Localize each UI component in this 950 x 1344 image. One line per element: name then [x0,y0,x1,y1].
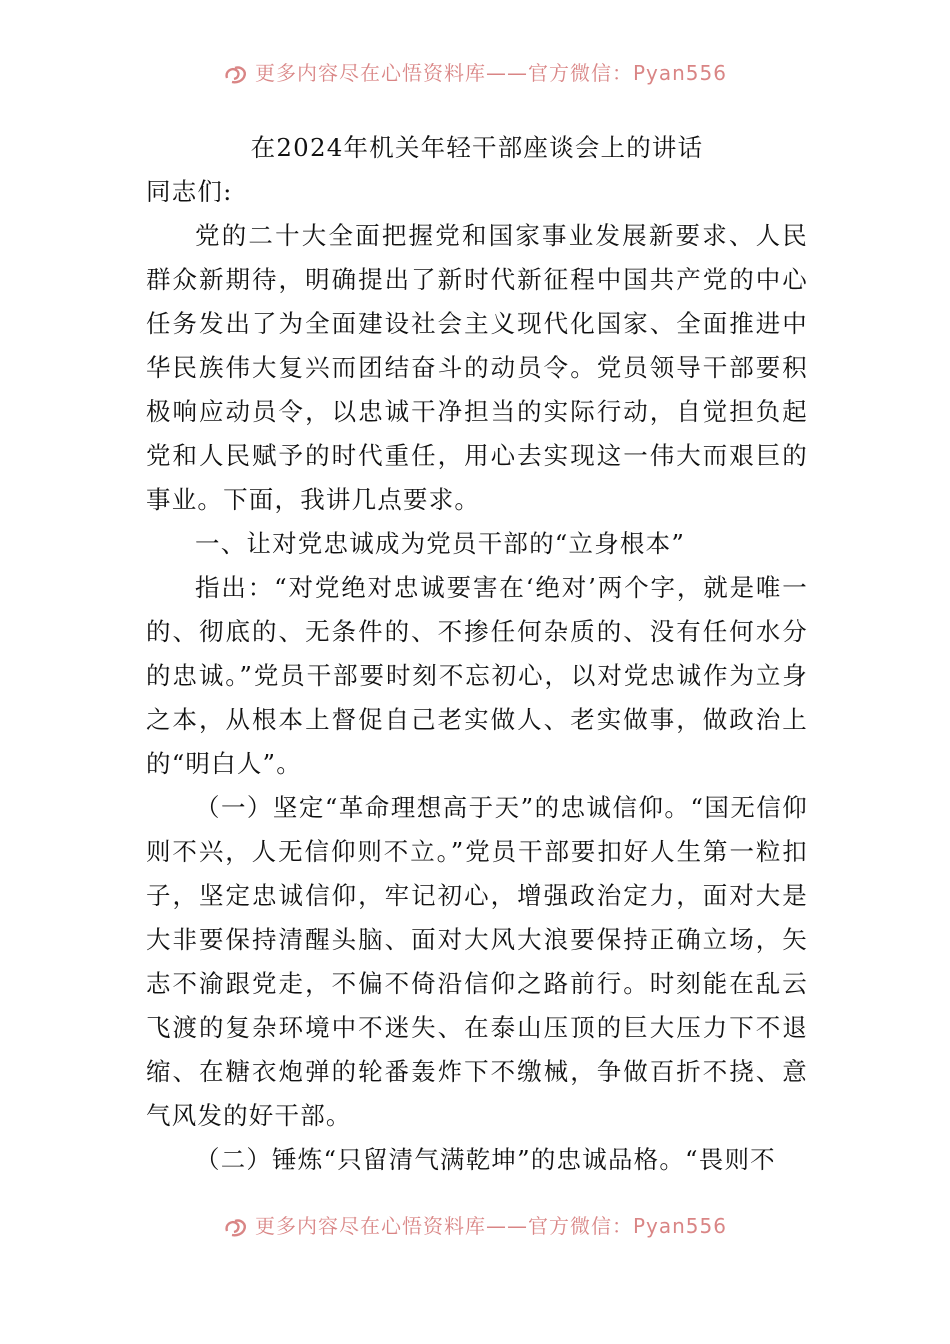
watermark-logo-icon [223,64,249,86]
watermark-footer [0,1210,950,1239]
paragraph-quote: 指出：“对党绝对忠诚要害在‘绝对’两个字，就是唯一的、彻底的、无条件的、不掺任何杂质的、没有任何水分的忠诚。”党员干部要时刻不忘初心，以对党忠诚作为立身之本，从根本上督促自己老实做人、老实做事，做政治上的“明白人”。 [146,573,808,778]
paragraph-intro: 党的二十大全面把握党和国家事业发展新要求、人民群众新期待，明确提出了新时代新征程中国共产党的中心任务发出了为全面建设社会主义现代化国家、全面推进中华民族伟大复兴而团结奋斗的动员令。党员领导干部要积极响应动员令，以忠诚干净担当的实际行动，自觉担负起党和人民赋予的时代重任，用心去实现这一伟大而艰巨的事业。下面，我讲几点要求。 [146,221,808,514]
watermark-logo-icon [223,1217,249,1239]
section-heading-1: 一、让对党忠诚成为党员干部的“立身根本” [195,529,686,558]
watermark-text: 更多内容尽在心悟资料库——官方微信：Pyan556 [254,61,727,85]
document-title: 在2024年机关年轻干部座谈会上的讲话 [250,133,704,162]
salutation: 同志们: [146,177,233,206]
watermark-header [0,57,950,86]
subsection-1: （一）坚定“革命理想高于天”的忠诚信仰。“国无信仰则不兴，人无信仰则不立。”党员干部要扣好人生第一粒扣子，坚定忠诚信仰，牢记初心，增强政治定力，面对大是大非要保持清醒头脑、面对大风大浪要保持正确立场，矢志不渝跟党走，不偏不倚沿信仰之路前行。时刻能在乱云飞渡的复杂环境中不迷失、在泰山压顶的巨大压力下不退缩、在糖衣炮弹的轮番轰炸下不缴械，争做百折不挠、意气风发的好干部。 [146,793,808,1130]
document-body [146,126,808,1182]
watermark-text: 更多内容尽在心悟资料库——官方微信：Pyan556 [254,1214,727,1238]
subsection-2: （二）锤炼“只留清气满乾坤”的忠诚品格。“畏则不 [195,1145,776,1174]
